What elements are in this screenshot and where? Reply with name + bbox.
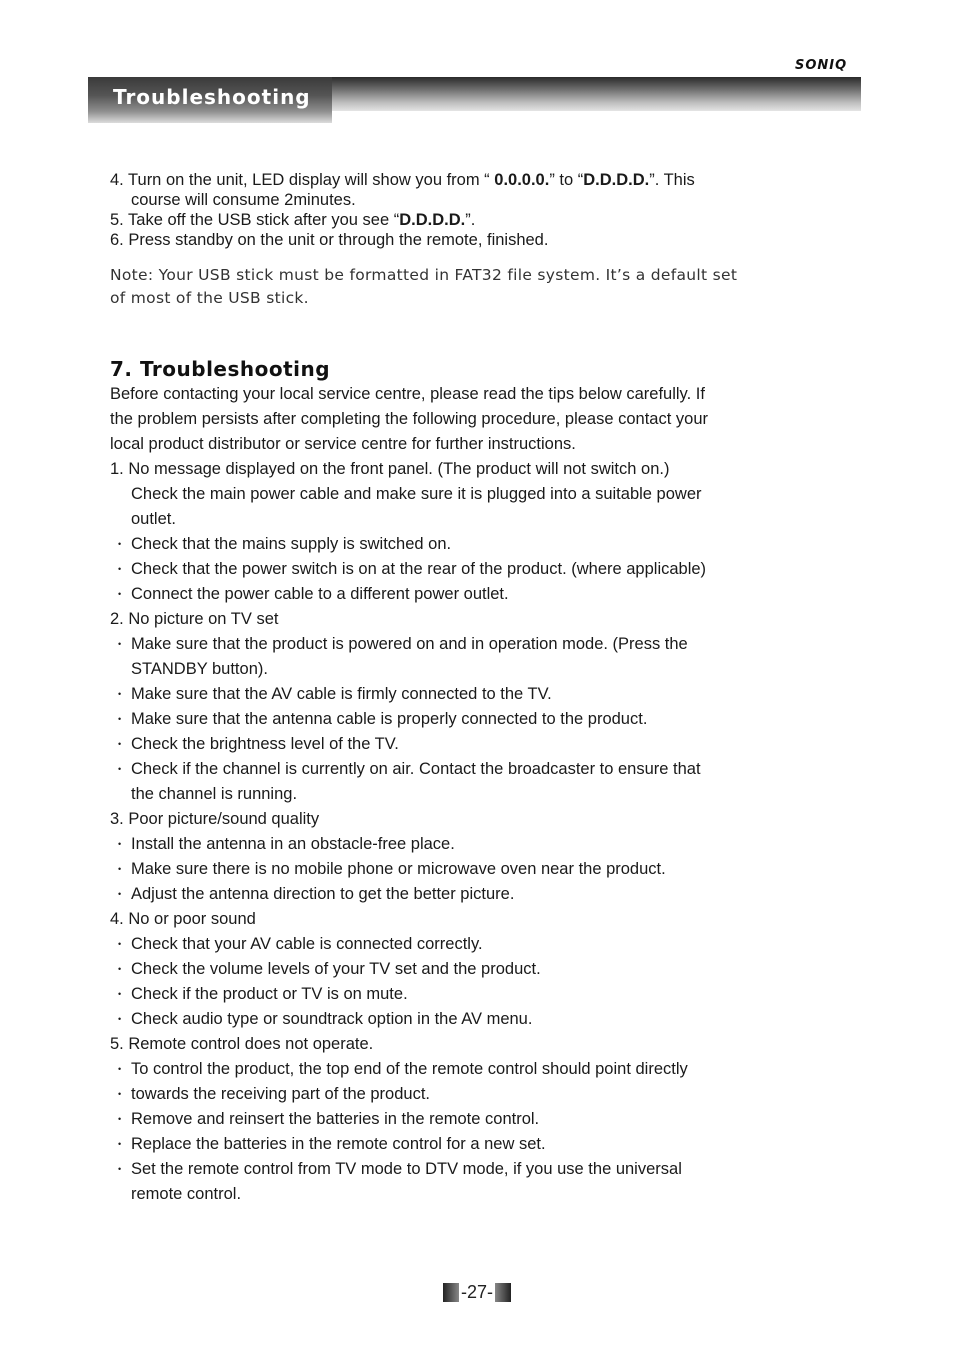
bullet-dot-icon: • xyxy=(118,714,122,724)
bullet-text: Check if the product or TV is on mute. xyxy=(131,985,408,1003)
note-line: Note: Your USB stick must be formatted in FAT32 file system. It’s a default set xyxy=(110,266,738,284)
bullet-text: Check that your AV cable is connected correctly. xyxy=(131,935,483,953)
bullet-item xyxy=(110,782,840,807)
issue-heading: 3. Poor picture/sound quality xyxy=(110,810,320,828)
bullet-item xyxy=(110,1057,840,1082)
bullet-item xyxy=(110,732,840,757)
intro-text xyxy=(110,382,840,457)
bullet-dot-icon: • xyxy=(118,764,122,774)
bullet-dot-icon: • xyxy=(118,564,122,574)
page-number xyxy=(438,1283,516,1302)
bullet-item xyxy=(110,557,840,582)
bullet-item xyxy=(110,757,840,782)
bullet-dot-icon: • xyxy=(118,1064,122,1074)
intro-line: the problem persists after completing the following procedure, please contact your xyxy=(110,410,708,428)
issue-list xyxy=(110,457,840,1207)
usb-note xyxy=(110,264,840,310)
bullet-item xyxy=(110,957,840,982)
step-6: 6. Press standby on the unit or through the remote, finished. xyxy=(110,231,549,249)
bullet-dot-icon: • xyxy=(118,639,122,649)
bullet-item xyxy=(110,1132,840,1157)
issue-block xyxy=(110,457,840,607)
brand-logo: SONIQ xyxy=(795,58,848,73)
page-number-right-block xyxy=(495,1283,511,1302)
bullet-text: Make sure that the antenna cable is properly connected to the product. xyxy=(131,710,648,728)
bullet-dot-icon: • xyxy=(118,739,122,749)
issue-block xyxy=(110,807,840,907)
page-number-text: -27- xyxy=(460,1282,493,1302)
bullet-dot-icon: • xyxy=(118,1089,122,1099)
bullet-text: Check the brightness level of the TV. xyxy=(131,735,399,753)
bullet-item xyxy=(110,532,840,557)
issue-block xyxy=(110,607,840,807)
bullet-text: Install the antenna in an obstacle-free place. xyxy=(131,835,455,853)
bullet-item xyxy=(110,632,840,657)
issue-block xyxy=(110,1032,840,1207)
bullet-item xyxy=(110,582,840,607)
bullet-text: Check the volume levels of your TV set and the product. xyxy=(131,960,541,978)
bullet-dot-icon: • xyxy=(118,889,122,899)
bullet-text: remote control. xyxy=(131,1185,242,1203)
bullet-text: the channel is running. xyxy=(131,785,298,803)
bullet-text: Make sure that the product is powered on and in operation mode. (Press the xyxy=(131,635,688,653)
bullet-item xyxy=(110,1182,840,1207)
issue-heading: 2. No picture on TV set xyxy=(110,610,279,628)
intro-line: local product distributor or service centre for further instructions. xyxy=(110,435,576,453)
bullet-dot-icon: • xyxy=(118,864,122,874)
bullet-item xyxy=(110,1107,840,1132)
bullet-text: Adjust the antenna direction to get the better picture. xyxy=(131,885,515,903)
bullet-text: To control the product, the top end of the remote control should point directly xyxy=(131,1060,688,1078)
step-4: 4. Turn on the unit, LED display will show you from “ 0.0.0.0.” to “D.D.D.D.”. This xyxy=(110,171,695,189)
step-5: 5. Take off the USB stick after you see “D.D.D.D.”. xyxy=(110,211,476,229)
issue-heading: 5. Remote control does not operate. xyxy=(110,1035,374,1053)
bullet-dot-icon: • xyxy=(118,1114,122,1124)
bullet-dot-icon: • xyxy=(118,1164,122,1174)
bullet-item xyxy=(110,1007,840,1032)
bullet-item xyxy=(110,707,840,732)
bullet-dot-icon: • xyxy=(118,1014,122,1024)
bullet-item xyxy=(110,657,840,682)
bullet-item xyxy=(110,882,840,907)
bullet-text: Remove and reinsert the batteries in the remote control. xyxy=(131,1110,540,1128)
update-steps xyxy=(110,170,840,250)
header-title: Troubleshooting xyxy=(113,85,311,109)
bullet-item xyxy=(110,682,840,707)
bullet-text: Check that the mains supply is switched on. xyxy=(131,535,452,553)
bullet-dot-icon: • xyxy=(118,964,122,974)
bullet-item xyxy=(110,1157,840,1182)
bullet-text: STANDBY button). xyxy=(131,660,268,678)
bullet-dot-icon: • xyxy=(118,939,122,949)
bullet-text: Replace the batteries in the remote control for a new set. xyxy=(131,1135,546,1153)
bullet-text: Connect the power cable to a different power outlet. xyxy=(131,585,509,603)
issue-heading: 4. No or poor sound xyxy=(110,910,256,928)
bullet-item xyxy=(110,832,840,857)
bullet-dot-icon: • xyxy=(118,689,122,699)
bullet-dot-icon: • xyxy=(118,1139,122,1149)
bullet-text: Set the remote control from TV mode to DTV mode, if you use the universal xyxy=(131,1160,682,1178)
bullet-text: Make sure there is no mobile phone or microwave oven near the product. xyxy=(131,860,666,878)
bullet-text: Make sure that the AV cable is firmly connected to the TV. xyxy=(131,685,552,703)
bullet-item xyxy=(110,982,840,1007)
intro-line: Before contacting your local service centre, please read the tips below carefully. If xyxy=(110,385,705,403)
page-number-left-block xyxy=(443,1283,459,1302)
issue-heading: 1. No message displayed on the front panel. (The product will not switch on.) xyxy=(110,460,670,478)
step-4-cont: course will consume 2minutes. xyxy=(131,191,356,209)
page-content xyxy=(110,170,840,1207)
section-title: 7. Troubleshooting xyxy=(110,357,331,381)
bullet-text: towards the receiving part of the product. xyxy=(131,1085,430,1103)
bullet-dot-icon: • xyxy=(118,539,122,549)
bullet-item xyxy=(110,932,840,957)
bullet-dot-icon: • xyxy=(118,989,122,999)
bullet-text: Check that the power switch is on at the rear of the product. (where applicable) xyxy=(131,560,707,578)
bullet-dot-icon: • xyxy=(118,589,122,599)
bullet-text: Check audio type or soundtrack option in the AV menu. xyxy=(131,1010,533,1028)
bullet-dot-icon: • xyxy=(118,839,122,849)
bullet-text: Check if the channel is currently on air. Contact the broadcaster to ensure that xyxy=(131,760,701,778)
issue-detail: outlet. xyxy=(131,510,176,528)
issue-detail: Check the main power cable and make sure it is plugged into a suitable power xyxy=(131,485,702,503)
note-line: of most of the USB stick. xyxy=(110,289,309,307)
bullet-item xyxy=(110,1082,840,1107)
issue-block xyxy=(110,907,840,1032)
bullet-item xyxy=(110,857,840,882)
